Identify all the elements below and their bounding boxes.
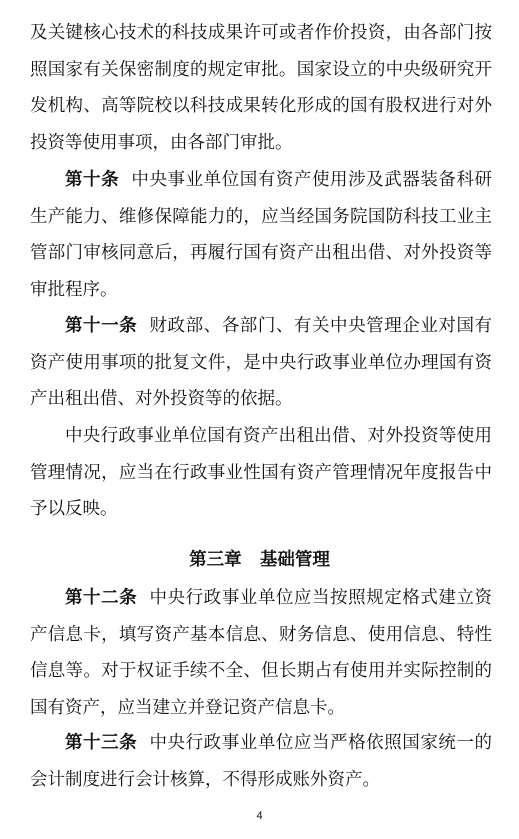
- page-number: 4: [256, 810, 263, 822]
- article-text: 中央事业单位国有资产使用涉及武器装备科研生产能力、维修保障能力的，应当经国务院国防科技工业主管部门审核同意后，再履行国有资产出租出借、对外投资等审批程序。: [30, 170, 492, 300]
- article-text: 中央行政事业单位应当按照规定格式建立资产信息卡，填写资产基本信息、财务信息、使用信息、特性信息等。对于权证手续不全、但长期占有使用并实际控制的国有资产，应当建立并登记资产信息卡。: [30, 588, 493, 718]
- article-12: [30, 580, 492, 726]
- article-10: [30, 162, 492, 308]
- paragraph-continuation: [30, 15, 492, 161]
- article-heading: 第十条: [65, 170, 120, 190]
- paragraph-text: 及关键核心技术的科技成果许可或者作价投资，由各部门按照国家有关保密制度的规定审批。国家设立的中央级研究开发机构、高等院校以科技成果转化形成的国有股权进行对外投资等使用事项，由各部门审批。: [30, 23, 492, 153]
- chapter-heading: [0, 542, 519, 578]
- article-13: [30, 725, 492, 798]
- article-text: 财政部、各部门、有关中央管理企业对国有资产使用事项的批复文件，是中央行政事业单位办理国有资产出租出借、对外投资等的依据。: [30, 316, 493, 410]
- paragraph: [30, 418, 492, 528]
- article-heading: 第十一条: [65, 316, 138, 336]
- chapter-title: 基础管理: [259, 550, 330, 570]
- article-text: 中央行政事业单位应当严格依照国家统一的会计制度进行会计核算，不得形成账外资产。: [30, 733, 493, 790]
- article-11: [30, 308, 492, 418]
- paragraph-text: 中央行政事业单位国有资产出租出借、对外投资等使用管理情况，应当在行政事业性国有资产管理情况年度报告中予以反映。: [30, 426, 492, 520]
- chapter-number: 第三章: [189, 550, 242, 570]
- article-heading: 第十三条: [65, 733, 138, 753]
- article-heading: 第十二条: [65, 588, 138, 608]
